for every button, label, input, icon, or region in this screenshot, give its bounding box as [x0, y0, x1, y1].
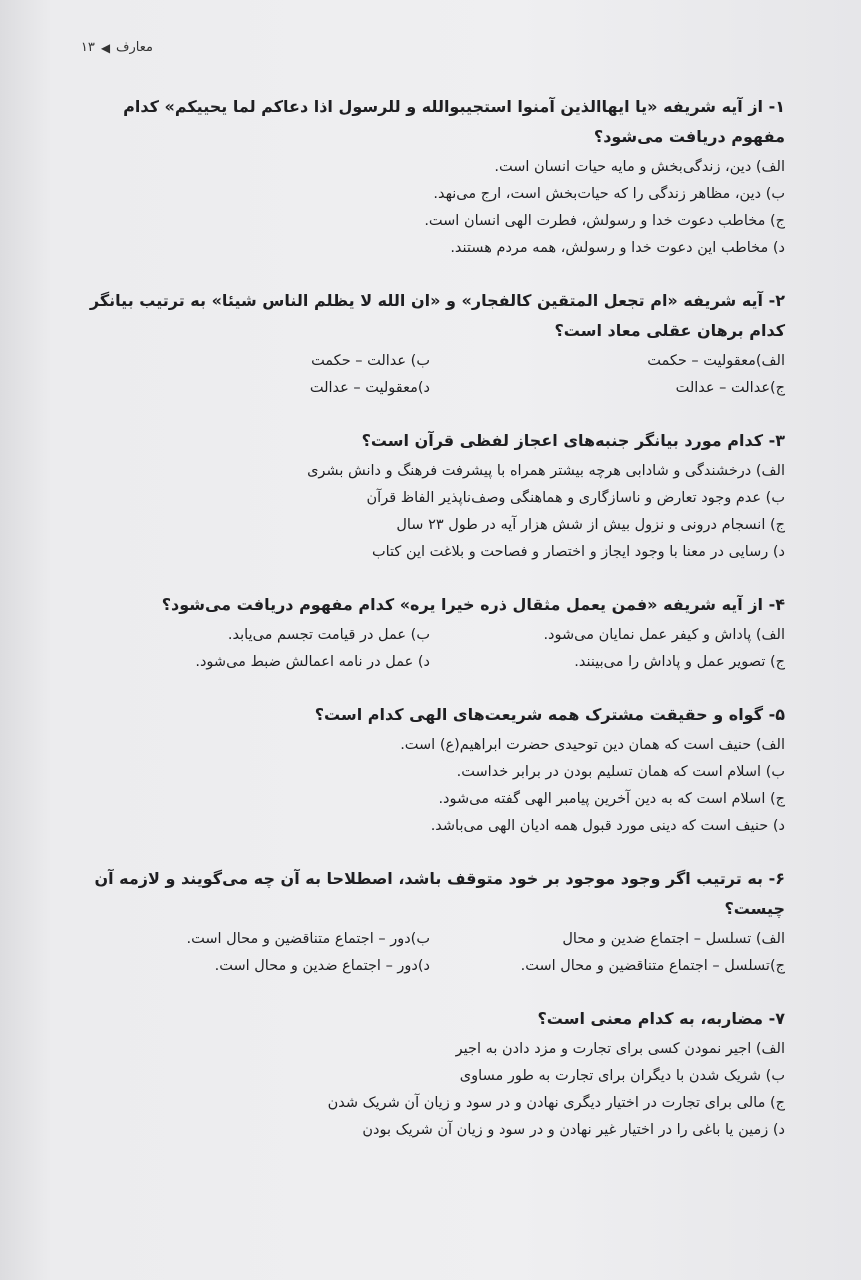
option-d: د) عمل در نامه اعمالش ضبط می‌شود. [195, 654, 430, 670]
option-d: د) حنیف است که دینی مورد قبول همه ادیان الهی می‌باشد. [430, 818, 785, 834]
option-b: ب) دین، مظاهر زندگی را که حیات‌بخش است، ارج می‌نهد. [433, 186, 785, 202]
page-header [81, 40, 153, 55]
option-b: ب) شریک شدن با دیگران برای تجارت به طور مساوی [459, 1068, 785, 1084]
option-c: ج)عدالت – عدالت [675, 380, 785, 396]
option-a: الف) پاداش و کیفر عمل نمایان می‌شود. [543, 627, 785, 643]
option-a: الف) حنیف است که همان دین توحیدی حضرت ابراهیم(ع) است. [400, 737, 785, 753]
question-list [70, 92, 785, 1168]
question-title: ۴- از آیه شریفه «فمن یعمل مثقال ذره خیرا یره» کدام مفهوم دریافت می‌شود؟ [161, 595, 785, 614]
option-a: الف) دین، زندگی‌بخش و مایه حیات انسان است. [494, 159, 785, 175]
question-title: ۲- آیه شریفه «ام تجعل المتقین کالفجار» و «ان الله لا یظلم الناس شیئا» به ترتیب بیانگر کدام برهان عقلی معاد است؟ [89, 291, 785, 340]
option-c: ج) مخاطب دعوت خدا و رسولش، فطرت الهی انسان است. [424, 213, 785, 229]
option-a: الف) درخشندگی و شادابی هرچه بیشتر همراه با پیشرفت فرهنگ و دانش بشری [307, 463, 785, 479]
question-7 [70, 1004, 785, 1144]
option-b: ب)دور – اجتماع متناقضین و محال است. [186, 931, 430, 947]
arrow-left-icon: ◀ [100, 40, 111, 55]
question-1 [70, 92, 785, 262]
option-d: د) زمین یا باغی را در اختیار غیر نهادن و در سود و زیان آن شریک بودن [362, 1122, 785, 1138]
question-2 [70, 286, 785, 402]
option-c: ج) تصویر عمل و پاداش را می‌بینند. [574, 654, 785, 670]
option-b: ب) عمل در قیامت تجسم می‌یابد. [227, 627, 430, 643]
option-a: الف) تسلسل – اجتماع ضدین و محال [562, 931, 785, 947]
option-b: ب) عدم وجود تعارض و ناسازگاری و هماهنگی وصف‌ناپذیر الفاظ قرآن [366, 490, 785, 506]
option-b: ب) اسلام است که همان تسلیم بودن در برابر خداست. [456, 764, 785, 780]
question-title: ۷- مضاربه، به کدام معنی است؟ [537, 1009, 785, 1028]
question-4 [70, 590, 785, 676]
option-a: الف)معقولیت – حکمت [647, 353, 785, 369]
page-number: ۱۳ [80, 40, 95, 55]
option-c: ج) مالی برای تجارت در اختیار دیگری نهادن و در سود و زیان آن شریک شدن [327, 1095, 785, 1111]
question-title: ۳- کدام مورد بیانگر جنبه‌های اعجاز لفظی قرآن است؟ [361, 431, 785, 450]
question-title: ۵- گواه و حقیقت مشترک همه شریعت‌های الهی کدام است؟ [314, 705, 785, 724]
question-3 [70, 426, 785, 566]
option-d: د) رسایی در معنا با وجود ایجاز و اختصار و فصاحت و بلاغت این کتاب [371, 544, 785, 560]
option-c: ج)تسلسل – اجتماع متناقضین و محال است. [520, 958, 785, 974]
option-c: ج) انسجام درونی و نزول بیش از شش هزار آیه در طول ۲۳ سال [396, 517, 785, 533]
section-title: معارف [116, 40, 153, 55]
option-c: ج) اسلام است که به دین آخرین پیامبر الهی گفته می‌شود. [438, 791, 785, 807]
option-d: د)معقولیت – عدالت [309, 380, 430, 396]
question-5 [70, 700, 785, 840]
option-b: ب) عدالت – حکمت [311, 353, 430, 369]
option-d: د)دور – اجتماع ضدین و محال است. [214, 958, 430, 974]
question-6 [70, 864, 785, 980]
question-title: ۱- از آیه شریفه «یا ایهاالذین آمنوا استجیبوالله و للرسول اذا دعاکم لما یحییکم» کدام مفهوم دریافت می‌شود؟ [123, 97, 785, 146]
question-title: ۶- به ترتیب اگر وجود موجود بر خود متوقف باشد، اصطلاحا به آن چه می‌گویند و لازمه آن چیست؟ [94, 869, 785, 918]
option-d: د) مخاطب این دعوت خدا و رسولش، همه مردم هستند. [450, 240, 785, 256]
option-a: الف) اجیر نمودن کسی برای تجارت و مزد دادن به اجیر [455, 1041, 785, 1057]
